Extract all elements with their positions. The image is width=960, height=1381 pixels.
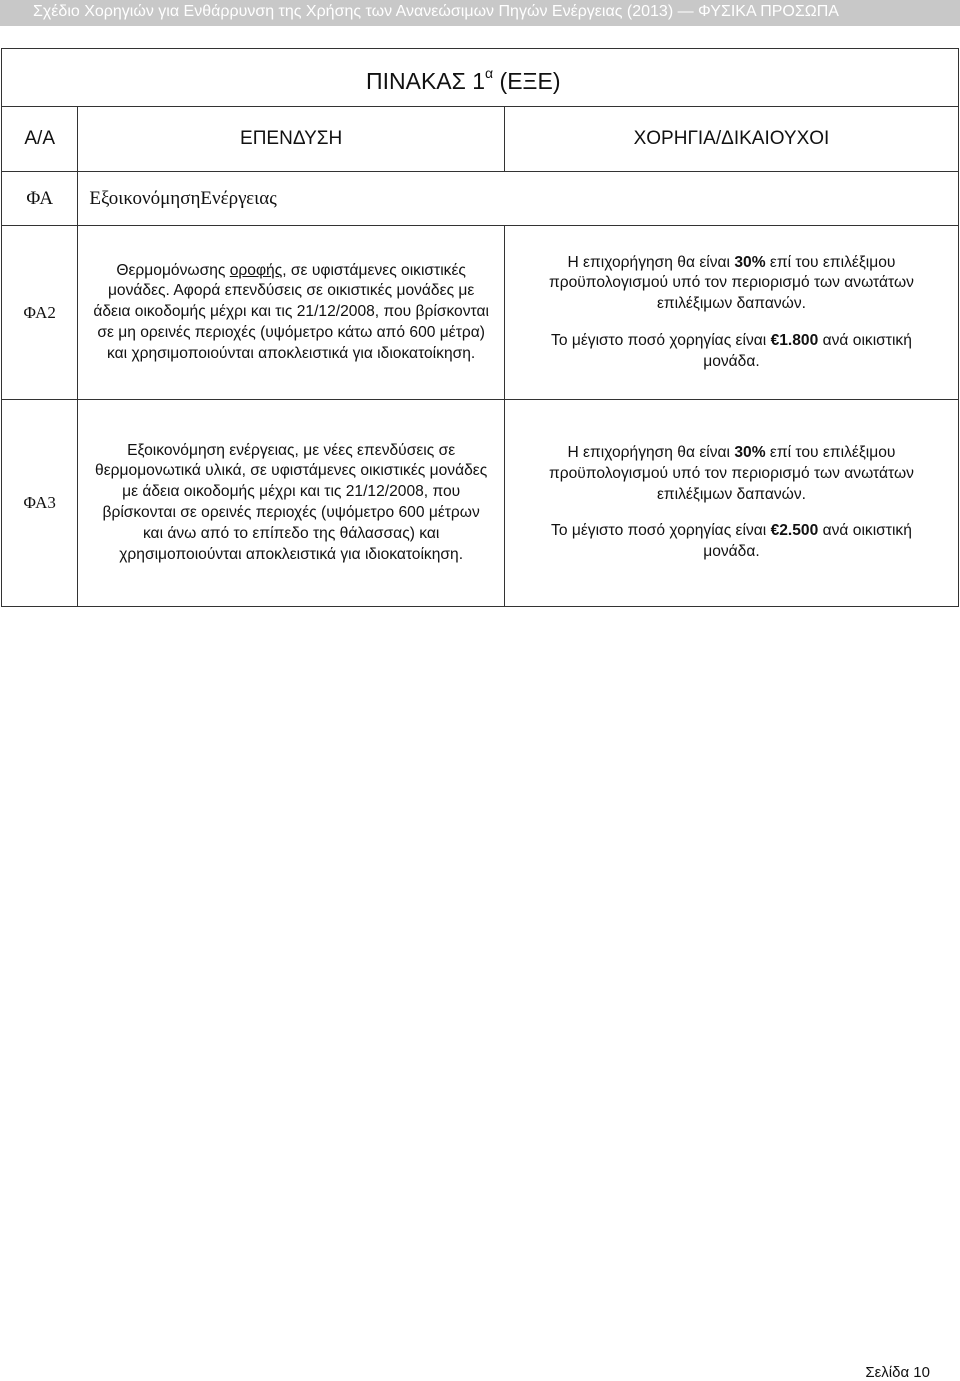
table-row: [2, 400, 959, 607]
row-subsidy: Η επιχορήγηση θα είναι 30% επί του επιλέξιμου προϋπολογισμού υπό τον περιορισμό των ανωτάτων επιλέξιμων δαπανών. Το μέγιστο ποσό χορηγίας είναι €1.800 ανά οικιστική μονάδα.: [504, 226, 958, 400]
title-superscript: α: [485, 65, 494, 81]
row-code: ΦΑ2: [2, 226, 78, 400]
table-title: ΠΙΝΑΚΑΣ $1^\alpha$ (ΕΞΕ): [366, 65, 561, 94]
running-header: Σχέδιο Χορηγιών για Ενθάρρυνση της Χρήσης των Ανανεώσιμων Πηγών Ενέργειας (2013) — ΦΥΣΙΚΑ ΠΡΟΣΩΠΑ: [0, 0, 960, 26]
table-row: [2, 226, 959, 400]
page-number: Σελίδα 10: [865, 1364, 930, 1381]
row-description: Θερμομόνωσης οροφής, σε υφιστάμενες οικιστικές μονάδες. Αφορά επενδύσεις σε οικιστικές μονάδες με άδεια οικοδομής μέχρι και τις 21/12/2008, που βρίσκονται σε μη ορεινές περιοχές (υψόμετρο κάτω από 600 μέτρα) και χρησιμοποιούνται αποκλειστικά για ιδιοκατοίκηση.: [78, 226, 505, 400]
row-code: ΦΑ3: [2, 400, 78, 607]
column-header-row: [2, 107, 959, 172]
col-header-subsidy: ΧΟΡΗΓΙΑ/ΔΙΚΑΙΟΥΧΟΙ: [504, 107, 958, 172]
category-code: ΦΑ: [2, 172, 78, 226]
row-description: Εξοικονόμηση ενέργειας, με νέες επενδύσεις σε θερμομονωτικά υλικά, σε υφιστάμενες οικιστικές μονάδες με άδεια οικοδομής μέχρι και τις 21/12/2008, που βρίσκονται σε ορεινές περιοχές (υψόμετρο 600 μέτρων και άνω από το επίπεδο της θάλασσας) και χρησιμοποιούνται αποκλειστικά για ιδιοκατοίκηση.: [78, 400, 505, 607]
table-title-row: [2, 49, 959, 107]
row-subsidy: Η επιχορήγηση θα είναι 30% επί του επιλέξιμου προϋπολογισμού υπό τον περιορισμό των ανωτάτων επιλέξιμων δαπανών. Το μέγιστο ποσό χορηγίας είναι €2.500 ανά οικιστική μονάδα.: [504, 400, 958, 607]
category-row: [2, 172, 959, 226]
col-header-aa: Α/Α: [2, 107, 78, 172]
col-header-investment: ΕΠΕΝΔΥΣΗ: [78, 107, 505, 172]
subsidy-table: [1, 48, 959, 607]
category-name: ΕξοικονόμησηΕνέργειας: [78, 172, 959, 226]
